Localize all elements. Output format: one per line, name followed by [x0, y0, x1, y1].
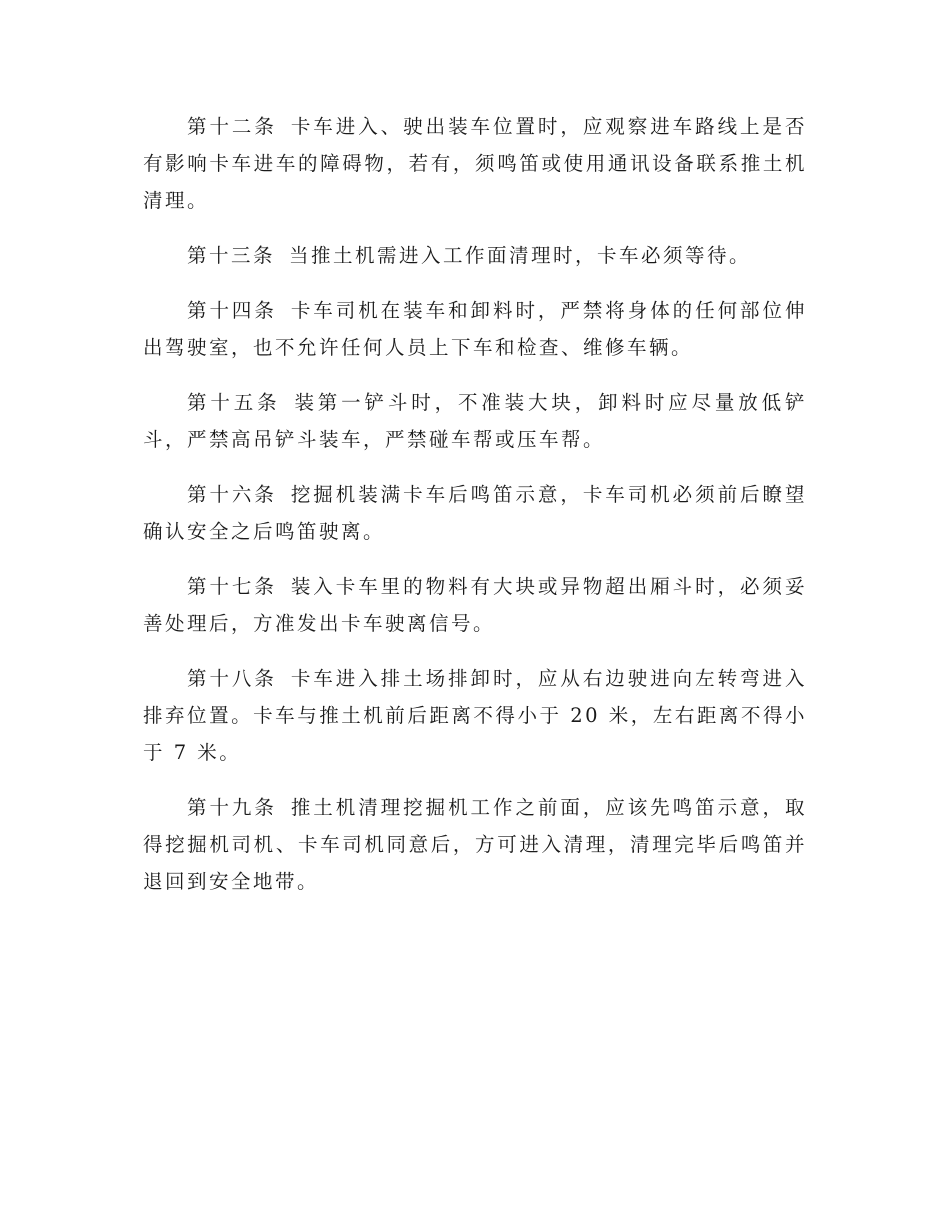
article-18	[143, 660, 807, 771]
article-text: 挖掘机装满卡车后鸣笛示意，卡车司机必须前后瞭望确认安全之后鸣笛驶离。	[143, 483, 807, 543]
article-text: 当推土机需进入工作面清理时，卡车必须等待。	[289, 244, 752, 267]
article-text: 卡车进入、驶出装车位置时，应观察进车路线上是否有影响卡车进车的障碍物，若有，须鸣笛或使用通讯设备联系推土机清理。	[143, 115, 807, 212]
article-16	[143, 476, 807, 550]
article-15	[143, 384, 807, 458]
article-number: 第十四条	[187, 299, 277, 322]
article-text: 装入卡车里的物料有大块或异物超出厢斗时，必须妥善处理后，方准发出卡车驶离信号。	[143, 575, 807, 635]
article-text: 卡车进入排土场排卸时，应从右边驶进向左转弯进入排弃位置。卡车与推土机前后距离不得小于 20 米，左右距离不得小于 7 米。	[143, 667, 807, 764]
article-text: 推土机清理挖掘机工作之前面，应该先鸣笛示意，取得挖掘机司机、卡车司机同意后，方可进入清理，清理完毕后鸣笛并退回到安全地带。	[143, 796, 807, 893]
document-body	[143, 108, 807, 918]
article-number: 第十二条	[187, 115, 277, 138]
article-text: 装第一铲斗时，不准装大块，卸料时应尽量放低铲斗，严禁高吊铲斗装车，严禁碰车帮或压车帮。	[143, 391, 807, 451]
article-number: 第十五条	[187, 391, 281, 414]
article-19	[143, 789, 807, 900]
article-13	[143, 237, 807, 274]
article-number: 第十九条	[187, 796, 277, 819]
article-number: 第十六条	[187, 483, 277, 506]
article-number: 第十八条	[187, 667, 277, 690]
article-number: 第十七条	[187, 575, 277, 598]
article-17	[143, 568, 807, 642]
article-12	[143, 108, 807, 219]
article-number: 第十三条	[187, 244, 276, 267]
article-text: 卡车司机在装车和卸料时，严禁将身体的任何部位伸出驾驶室，也不允许任何人员上下车和检查、维修车辆。	[143, 299, 807, 359]
article-14	[143, 292, 807, 366]
